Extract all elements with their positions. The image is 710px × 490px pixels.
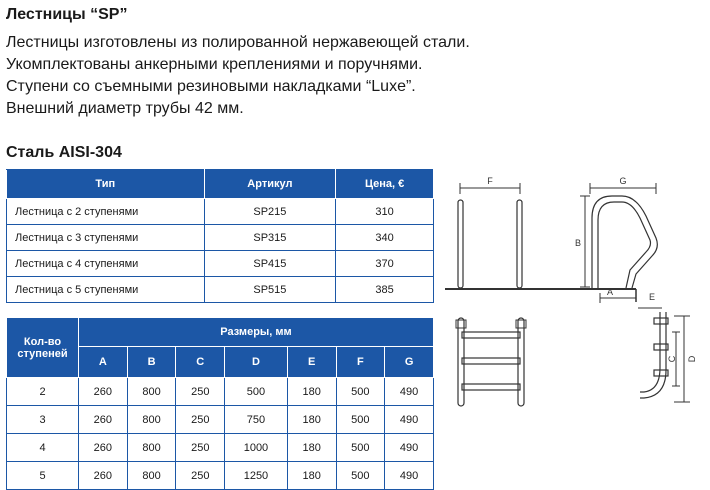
label-g: G: [619, 176, 627, 186]
cell-article: SP315: [204, 225, 336, 251]
header-sizes: Размеры, мм: [79, 318, 434, 347]
label-f: F: [487, 176, 493, 186]
cell-b: 800: [127, 462, 176, 490]
cell-d: 1250: [225, 462, 288, 490]
cell-type: Лестница с 3 ступенями: [7, 225, 205, 251]
size-table-header: [7, 318, 434, 347]
size-table: [6, 317, 434, 490]
header-col-d: D: [225, 347, 288, 378]
cell-d: 750: [225, 406, 288, 434]
description-line-1: Лестницы изготовлены из полированной нержавеющей стали.: [6, 34, 470, 51]
price-table-header: [7, 170, 434, 199]
cell-b: 800: [127, 378, 176, 406]
table-row: [7, 277, 434, 303]
cell-e: 180: [287, 406, 336, 434]
cell-price: 340: [336, 225, 434, 251]
cell-c: 250: [176, 462, 225, 490]
cell-price: 385: [336, 277, 434, 303]
price-table: [6, 169, 434, 303]
description-line-3: Ступени со съемными резиновыми накладками “Luxe”.: [6, 78, 416, 95]
cell-article: SP215: [204, 199, 336, 225]
header-col-g: G: [385, 347, 434, 378]
cell-b: 800: [127, 406, 176, 434]
cell-a: 260: [79, 378, 128, 406]
table-row: [7, 378, 434, 406]
side-bottom-view: [638, 292, 697, 402]
cell-steps: 2: [7, 378, 79, 406]
table-row: [7, 199, 434, 225]
cell-g: 490: [385, 406, 434, 434]
label-e: E: [648, 292, 656, 302]
cell-price: 310: [336, 199, 434, 225]
ladder-steps-view: [456, 318, 526, 406]
header-col-b: B: [127, 347, 176, 378]
side-view: [575, 176, 657, 303]
cell-c: 250: [176, 378, 225, 406]
cell-steps: 4: [7, 434, 79, 462]
label-a: A: [606, 287, 614, 297]
table-row: [7, 251, 434, 277]
cell-g: 490: [385, 462, 434, 490]
cell-a: 260: [79, 434, 128, 462]
cell-a: 260: [79, 406, 128, 434]
cell-b: 800: [127, 434, 176, 462]
label-d: D: [687, 355, 697, 363]
description-line-2: Укомплектованы анкерными креплениями и поручнями.: [6, 56, 423, 73]
header-steps: Кол-во ступеней: [7, 318, 79, 378]
cell-c: 250: [176, 434, 225, 462]
cell-f: 500: [336, 406, 385, 434]
table-row: [7, 406, 434, 434]
cell-g: 490: [385, 378, 434, 406]
cell-article: SP515: [204, 277, 336, 303]
cell-steps: 3: [7, 406, 79, 434]
table-row: [7, 434, 434, 462]
cell-f: 500: [336, 378, 385, 406]
cell-type: Лестница с 4 ступенями: [7, 251, 205, 277]
ladder-diagram: [440, 170, 706, 420]
header-price: Цена, €: [336, 170, 434, 199]
cell-a: 260: [79, 462, 128, 490]
page-title: Лестницы “SP”: [6, 6, 128, 23]
cell-g: 490: [385, 434, 434, 462]
header-type: Тип: [7, 170, 205, 199]
table-row: [7, 225, 434, 251]
cell-article: SP415: [204, 251, 336, 277]
front-view: [458, 176, 522, 288]
cell-f: 500: [336, 462, 385, 490]
section-title: Сталь AISI-304: [6, 144, 122, 161]
table-row: [7, 462, 434, 490]
cell-f: 500: [336, 434, 385, 462]
header-col-f: F: [336, 347, 385, 378]
cell-steps: 5: [7, 462, 79, 490]
cell-e: 180: [287, 378, 336, 406]
label-c: C: [667, 355, 677, 363]
header-article: Артикул: [204, 170, 336, 199]
cell-type: Лестница с 5 ступенями: [7, 277, 205, 303]
description-line-4: Внешний диаметр трубы 42 мм.: [6, 100, 244, 117]
header-col-c: C: [176, 347, 225, 378]
header-col-e: E: [287, 347, 336, 378]
header-col-a: A: [79, 347, 128, 378]
label-b: B: [574, 238, 582, 248]
cell-d: 1000: [225, 434, 288, 462]
cell-price: 370: [336, 251, 434, 277]
cell-c: 250: [176, 406, 225, 434]
cell-type: Лестница с 2 ступенями: [7, 199, 205, 225]
cell-e: 180: [287, 434, 336, 462]
cell-d: 500: [225, 378, 288, 406]
cell-e: 180: [287, 462, 336, 490]
